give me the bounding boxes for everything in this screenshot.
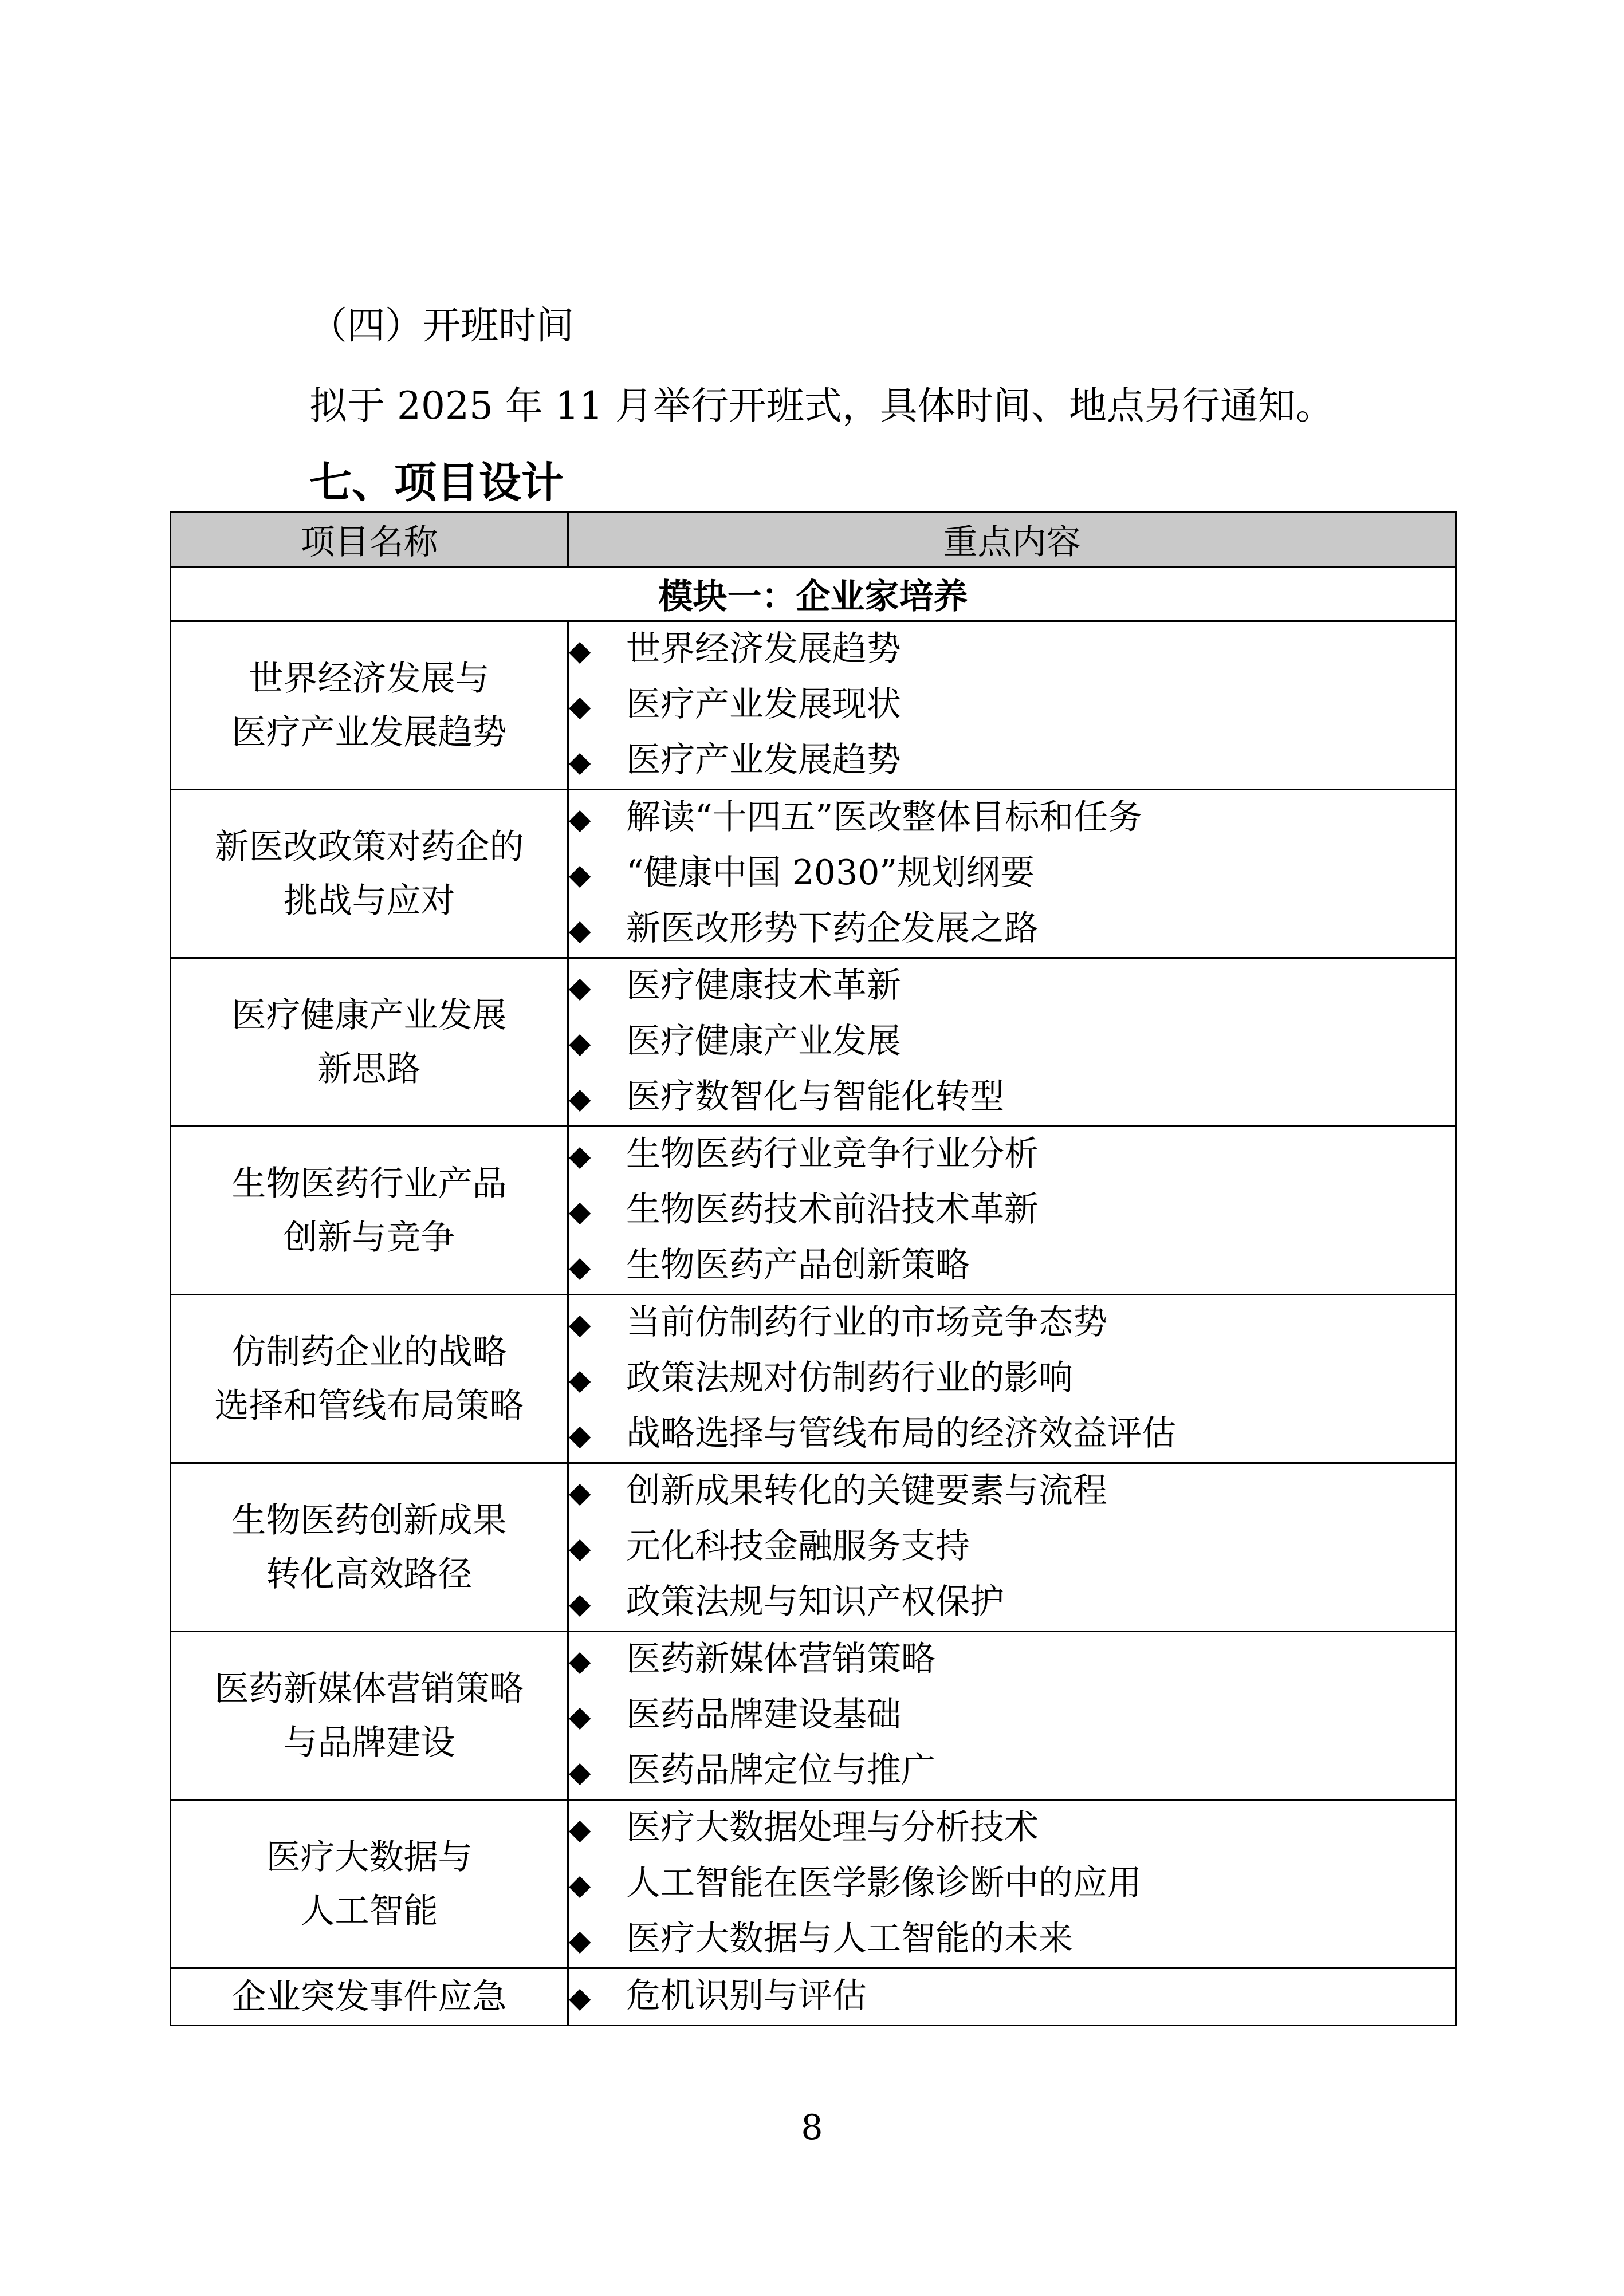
key-content-cell [568, 1632, 1456, 1800]
content-item [569, 846, 1455, 901]
project-name-cell [171, 958, 568, 1127]
key-content-cell [568, 790, 1456, 958]
diamond-bullet-icon: ◆ [569, 1755, 591, 1789]
content-item [569, 1295, 1455, 1351]
content-item-text: 医疗健康产业发展 [626, 1021, 901, 1061]
diamond-bullet-icon: ◆ [569, 1981, 591, 2014]
project-name-line: 新思路 [317, 1049, 421, 1089]
diamond-bullet-icon: ◆ [569, 1250, 591, 1283]
project-name-cell [171, 1968, 568, 2026]
header-project-name: 项目名称 [171, 513, 568, 567]
project-name-cell [171, 1632, 568, 1800]
project-name-line: 与品牌建设 [283, 1722, 455, 1763]
project-name-line: 医疗产业发展趋势 [231, 712, 507, 753]
table-row [171, 1968, 1456, 2026]
project-name-line: 选择和管线布局策略 [214, 1385, 524, 1426]
project-name-line: 医药新媒体营销策略 [214, 1668, 524, 1709]
content-item-text: 医药品牌定位与推广 [626, 1750, 935, 1790]
diamond-bullet-icon: ◆ [569, 1924, 591, 1957]
project-name-line: 挑战与应对 [283, 880, 455, 921]
table-row [171, 621, 1456, 790]
diamond-bullet-icon: ◆ [569, 1813, 591, 1846]
project-name-cell [171, 1127, 568, 1295]
diamond-bullet-icon: ◆ [569, 971, 591, 1004]
content-item-text: “健康中国 2030”规划纲要 [626, 853, 1035, 893]
key-content-cell [568, 1295, 1456, 1463]
project-name-cell [171, 621, 568, 790]
content-item [569, 1014, 1455, 1070]
page-number: 8 [801, 2108, 823, 2148]
project-name-line: 人工智能 [300, 1891, 438, 1931]
content-item [569, 1912, 1455, 1967]
project-name-line: 新医改政策对药企的 [214, 826, 524, 867]
content-item-text: 政策法规对仿制药行业的影响 [626, 1358, 1073, 1398]
content-item-text: 医药品牌建设基础 [626, 1695, 901, 1735]
content-item [569, 1464, 1455, 1519]
project-name-line: 医疗大数据与 [266, 1837, 473, 1877]
project-name-cell [171, 1800, 568, 1968]
project-name-cell [171, 1295, 568, 1463]
content-item [569, 1575, 1455, 1631]
diamond-bullet-icon: ◆ [569, 1700, 591, 1733]
key-content-cell [568, 1463, 1456, 1632]
content-item [569, 1743, 1455, 1799]
table-row [171, 1632, 1456, 1800]
content-item-text: 医疗大数据与人工智能的未来 [626, 1919, 1073, 1959]
diamond-bullet-icon: ◆ [569, 1644, 591, 1677]
project-name-line: 生物医药行业产品 [231, 1163, 507, 1204]
content-item-text: 当前仿制药行业的市场竞争态势 [626, 1302, 1107, 1342]
key-content-cell [568, 1800, 1456, 1968]
content-item-text: 医疗健康技术革新 [626, 966, 901, 1006]
diamond-bullet-icon: ◆ [569, 1587, 591, 1620]
content-item [569, 901, 1455, 957]
diamond-bullet-icon: ◆ [569, 1082, 591, 1115]
project-name-line: 生物医药创新成果 [231, 1500, 507, 1541]
content-item-text: 创新成果转化的关键要素与流程 [626, 1471, 1107, 1511]
content-item-text: 医疗产业发展现状 [626, 684, 901, 724]
diamond-bullet-icon: ◆ [569, 1531, 591, 1565]
content-item-text: 危机识别与评估 [626, 1976, 867, 2016]
content-item [569, 1238, 1455, 1294]
content-item [569, 1969, 1455, 2025]
project-name-line: 仿制药企业的战略 [231, 1332, 507, 1372]
content-item [569, 1127, 1455, 1183]
table-row [171, 1295, 1456, 1463]
key-content-cell [568, 958, 1456, 1127]
project-name-line: 企业突发事件应急 [231, 1976, 507, 2017]
content-item-text: 战略选择与管线布局的经济效益评估 [626, 1413, 1176, 1454]
content-item [569, 1632, 1455, 1688]
diamond-bullet-icon: ◆ [569, 1363, 591, 1396]
diamond-bullet-icon: ◆ [569, 858, 591, 891]
content-item-text: 医疗产业发展趋势 [626, 740, 901, 780]
diamond-bullet-icon: ◆ [569, 1868, 591, 1901]
content-item [569, 1070, 1455, 1125]
content-item-text: 政策法规与知识产权保护 [626, 1582, 1004, 1622]
diamond-bullet-icon: ◆ [569, 1026, 591, 1060]
table-body [171, 567, 1456, 2026]
header-key-content: 重点内容 [568, 513, 1456, 567]
project-name-line: 创新与竞争 [283, 1217, 455, 1258]
module-title: 模块一：企业家培养 [171, 567, 1456, 621]
diamond-bullet-icon: ◆ [569, 913, 591, 947]
diamond-bullet-icon: ◆ [569, 1476, 591, 1509]
module-row [171, 567, 1456, 621]
table-row [171, 958, 1456, 1127]
table-row [171, 1127, 1456, 1295]
project-name-line: 医疗健康产业发展 [231, 995, 507, 1035]
diamond-bullet-icon: ◆ [569, 690, 591, 723]
diamond-bullet-icon: ◆ [569, 634, 591, 667]
content-item [569, 1351, 1455, 1407]
diamond-bullet-icon: ◆ [569, 802, 591, 836]
diamond-bullet-icon: ◆ [569, 1308, 591, 1341]
table-header-row [171, 513, 1456, 567]
content-item-text: 医药新媒体营销策略 [626, 1639, 935, 1679]
content-item [569, 733, 1455, 789]
content-item [569, 622, 1455, 678]
content-item [569, 1519, 1455, 1575]
content-item [569, 1801, 1455, 1856]
content-item-text: 生物医药产品创新策略 [626, 1245, 970, 1285]
project-name-cell [171, 1463, 568, 1632]
content-item-text: 新医改形势下药企发展之路 [626, 908, 1039, 948]
content-item-text: 元化科技金融服务支持 [626, 1526, 970, 1566]
table-row [171, 790, 1456, 958]
key-content-cell [568, 1968, 1456, 2026]
content-item-text: 人工智能在医学影像诊断中的应用 [626, 1863, 1142, 1903]
content-item-text: 生物医药行业竞争行业分析 [626, 1134, 1039, 1174]
project-name-line: 世界经济发展与 [249, 658, 490, 699]
content-item [569, 678, 1455, 733]
table-row [171, 1463, 1456, 1632]
content-item [569, 1856, 1455, 1912]
project-name-line: 转化高效路径 [266, 1554, 473, 1594]
project-design-table [170, 511, 1457, 2026]
content-item [569, 959, 1455, 1014]
content-item-text: 解读“十四五”医改整体目标和任务 [626, 797, 1143, 837]
content-item [569, 790, 1455, 846]
body-paragraph: 拟于 2025 年 11 月举行开班式，具体时间、地点另行通知。 [309, 384, 1334, 428]
content-item-text: 医疗大数据处理与分析技术 [626, 1807, 1039, 1848]
content-item-text: 生物医药技术前沿技术革新 [626, 1190, 1039, 1230]
diamond-bullet-icon: ◆ [569, 1139, 591, 1172]
sub-heading: （四）开班时间 [309, 304, 574, 348]
content-item-text: 医疗数智化与智能化转型 [626, 1077, 1004, 1117]
project-name-cell [171, 790, 568, 958]
diamond-bullet-icon: ◆ [569, 1195, 591, 1228]
table-row [171, 1800, 1456, 1968]
section-heading: 七、项目设计 [309, 458, 564, 507]
content-item-text: 世界经济发展趋势 [626, 629, 901, 669]
diamond-bullet-icon: ◆ [569, 1419, 591, 1452]
diamond-bullet-icon: ◆ [569, 745, 591, 778]
content-item [569, 1688, 1455, 1743]
content-item [569, 1407, 1455, 1462]
key-content-cell [568, 1127, 1456, 1295]
content-item [569, 1183, 1455, 1238]
key-content-cell [568, 621, 1456, 790]
